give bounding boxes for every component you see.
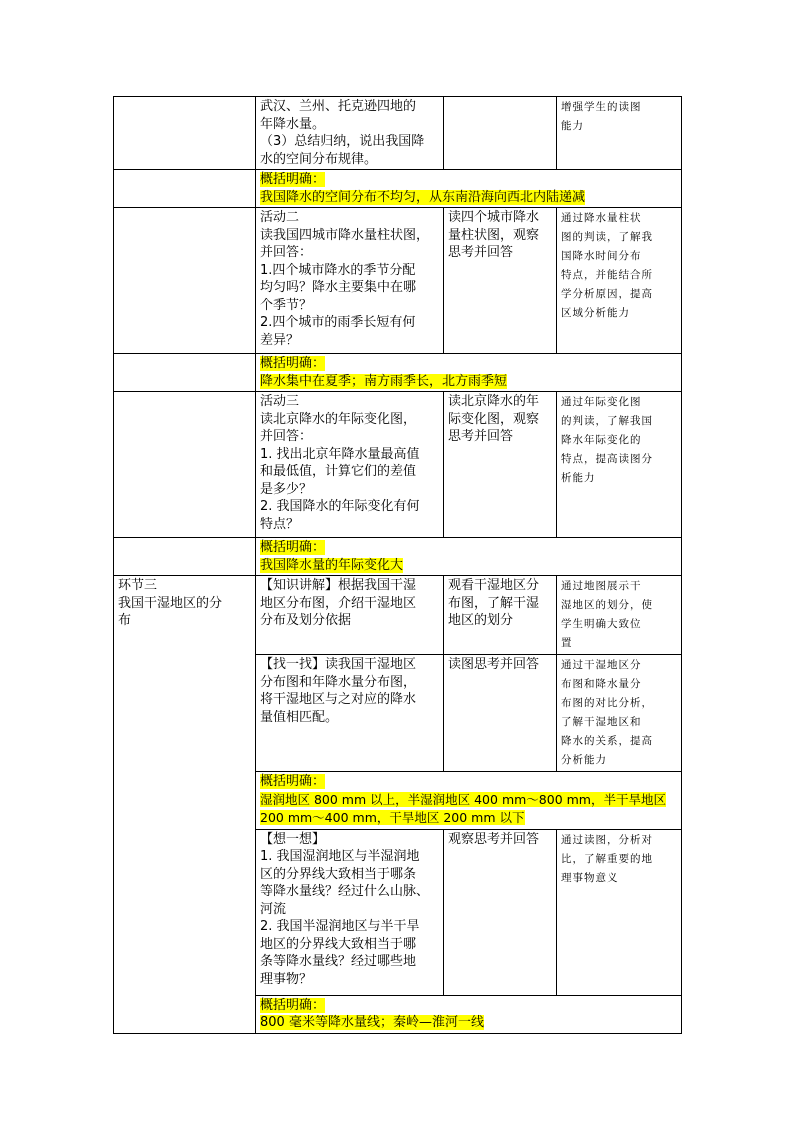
- text-line: 是多少？: [260, 481, 313, 497]
- teacher-activity-cell: [256, 829, 444, 995]
- text-line: 通过读图，分析对: [561, 833, 653, 846]
- summary-title: 概括明确：: [260, 356, 326, 371]
- text-line: 特点，提高读图分: [561, 453, 653, 465]
- summary-title: 概括明确：: [260, 172, 326, 187]
- table-row: [114, 538, 682, 576]
- text-line: 1.四个城市降水的季节分配: [260, 262, 416, 278]
- summary-title: 概括明确：: [260, 997, 326, 1013]
- text-line: 降水年际变化的: [561, 434, 642, 446]
- summary-cell: [256, 170, 682, 208]
- teacher-activity-cell: [256, 655, 444, 772]
- text-line: 2.四个城市的雨季长短有何: [260, 315, 416, 330]
- text-line: 分布图和年降水量分布图，: [260, 674, 417, 690]
- text-line: 地区的分界线大致相当于哪: [260, 936, 417, 952]
- text-line: 通过年际变化图: [561, 396, 642, 408]
- table-row: [114, 392, 682, 538]
- text-line: 区的分界线大致相当于哪条: [260, 866, 417, 882]
- text-line: 并回答：: [260, 245, 313, 260]
- text-line: 读我国四城市降水量柱状图，: [260, 227, 430, 243]
- text-line: 理事物意义: [561, 871, 619, 884]
- text-line: 观察思考并回答: [448, 831, 540, 847]
- student-activity-cell: [444, 829, 557, 995]
- teacher-activity-cell: [256, 392, 444, 538]
- purpose-cell: [557, 576, 682, 655]
- text-line: 分布及划分依据: [260, 613, 352, 628]
- text-line: 际变化图，观察: [448, 411, 540, 427]
- text-line: 地区的划分: [448, 613, 514, 628]
- text-line: 降水的关系，提高: [561, 735, 653, 747]
- text-line: 活动三: [260, 394, 300, 409]
- summary-text: 我国降水量的年际变化大: [260, 557, 404, 573]
- table-row: [114, 97, 682, 170]
- text-line: 布图和降水量分: [561, 678, 642, 690]
- text-line: 理事物？: [260, 971, 313, 987]
- text-line: 地区分布图，介绍干湿地区: [260, 595, 417, 611]
- section-cell: [114, 354, 256, 392]
- text-line: 读北京降水的年际变化图，: [260, 411, 417, 427]
- text-line: 量柱状图，观察: [448, 227, 540, 243]
- table-row: [114, 354, 682, 392]
- text-line: 图的判读，了解我: [561, 231, 653, 243]
- text-line: 2. 我国降水的年际变化有何: [260, 499, 420, 514]
- teacher-activity-cell: [256, 97, 444, 170]
- text-line: 通过干湿地区分: [561, 659, 642, 671]
- text-line: 布图，了解干湿: [448, 595, 540, 611]
- section-cell: [114, 170, 256, 208]
- summary-title: 概括明确：: [260, 540, 326, 555]
- section-cell: [114, 538, 256, 576]
- text-line: 置: [561, 637, 573, 649]
- text-line: 水的空间分布规律。: [260, 151, 378, 167]
- section-cell: [114, 97, 256, 170]
- text-line: 观看干湿地区分: [448, 578, 540, 593]
- text-line: 思考并回答: [448, 429, 514, 444]
- summary-text: 降水集中在夏季；南方雨季长，北方雨季短: [260, 373, 508, 389]
- text-line: 个季节？: [260, 297, 313, 313]
- text-line: 【知识讲解】根据我国干湿: [260, 578, 417, 593]
- text-line: 1. 我国湿润地区与半湿润地: [260, 849, 420, 864]
- purpose-cell: [557, 829, 682, 995]
- text-line: 特点？: [260, 516, 300, 532]
- text-line: 析能力: [561, 472, 596, 484]
- text-line: 通过降水量柱状: [561, 212, 642, 224]
- text-line: 了解干湿地区和: [561, 716, 642, 728]
- summary-title: 概括明确：: [260, 774, 326, 789]
- text-line: 【想一想】: [260, 831, 326, 847]
- purpose-cell: [557, 655, 682, 772]
- section-cell: [114, 392, 256, 538]
- student-activity-cell: [444, 576, 557, 655]
- text-line: 和最低值，计算它们的差值: [260, 464, 417, 479]
- section-label-cell: [114, 576, 256, 1034]
- summary-text: 200 mm～400 mm，干旱地区 200 mm 以下: [260, 810, 525, 825]
- section-label: 环节三: [118, 578, 158, 593]
- text-line: 读四个城市降水: [448, 210, 540, 225]
- teacher-activity-cell: [256, 208, 444, 354]
- student-activity-cell: [444, 392, 557, 538]
- text-line: 分析能力: [561, 754, 607, 766]
- summary-cell: [256, 995, 682, 1033]
- text-line: 差异？: [260, 332, 300, 348]
- text-line: 通过地图展示干: [561, 580, 642, 592]
- text-line: 读图思考并回答: [448, 657, 540, 672]
- text-line: 比，了解重要的地: [561, 852, 653, 865]
- teacher-activity-cell: [256, 576, 444, 655]
- text-line: 【找一找】读我国干湿地区: [260, 657, 417, 672]
- section-label: 布: [118, 613, 132, 628]
- purpose-cell: [557, 208, 682, 354]
- text-line: 并回答：: [260, 429, 313, 444]
- text-line: 思考并回答: [448, 245, 514, 260]
- table-row: [114, 208, 682, 354]
- text-line: 2. 我国半湿润地区与半干旱: [260, 919, 420, 934]
- text-line: 河流: [260, 901, 287, 917]
- student-activity-cell: [444, 208, 557, 354]
- text-line: 条等降水量线？经过哪些地: [260, 954, 417, 969]
- text-line: 年降水量。: [260, 116, 326, 132]
- text-line: 的判读，了解我国: [561, 415, 653, 427]
- student-activity-cell: [444, 655, 557, 772]
- text-line: 学生明确大致位: [561, 618, 642, 630]
- text-line: 活动二: [260, 210, 300, 225]
- section-label: 我国干湿地区的分: [118, 595, 223, 611]
- purpose-cell: [557, 97, 682, 170]
- student-activity-cell: [444, 97, 557, 170]
- text-line: 能力: [561, 120, 584, 132]
- text-line: 国降水时间分布: [561, 250, 642, 262]
- text-line: 将干湿地区与之对应的降水: [260, 692, 417, 707]
- text-line: 武汉、兰州、托克逊四地的: [260, 99, 417, 114]
- text-line: 区域分析能力: [561, 307, 630, 319]
- text-line: 布图的对比分析，: [561, 697, 653, 709]
- table-row: [114, 170, 682, 208]
- table-row: [114, 576, 682, 655]
- text-line: （3）总结归纳，说出我国降: [260, 134, 425, 149]
- summary-cell: [256, 354, 682, 392]
- text-line: 湿地区的划分，使: [561, 599, 653, 611]
- text-line: 量值相匹配。: [260, 709, 339, 725]
- summary-text: 湿润地区 800 mm 以上，半湿润地区 400 mm～800 mm，半干旱地区: [260, 791, 666, 807]
- text-line: 1. 找出北京年降水量最高值: [260, 446, 420, 462]
- summary-text: 我国降水的空间分布不均匀，从东南沿海向西北内陆递减: [260, 189, 586, 205]
- text-line: 等降水量线？经过什么山脉、: [260, 884, 430, 899]
- text-line: 读北京降水的年: [448, 394, 540, 409]
- lesson-plan-table: [113, 96, 682, 1034]
- text-line: 特点，并能结合所: [561, 269, 653, 281]
- text-line: 均匀吗？降水主要集中在哪: [260, 280, 417, 295]
- text-line: 增强学生的读图: [561, 101, 642, 113]
- summary-cell: [256, 772, 682, 830]
- purpose-cell: [557, 392, 682, 538]
- summary-text: 800 毫米等降水量线；秦岭—淮河一线: [260, 1015, 484, 1030]
- summary-cell: [256, 538, 682, 576]
- text-line: 学分析原因，提高: [561, 288, 653, 300]
- section-cell: [114, 208, 256, 354]
